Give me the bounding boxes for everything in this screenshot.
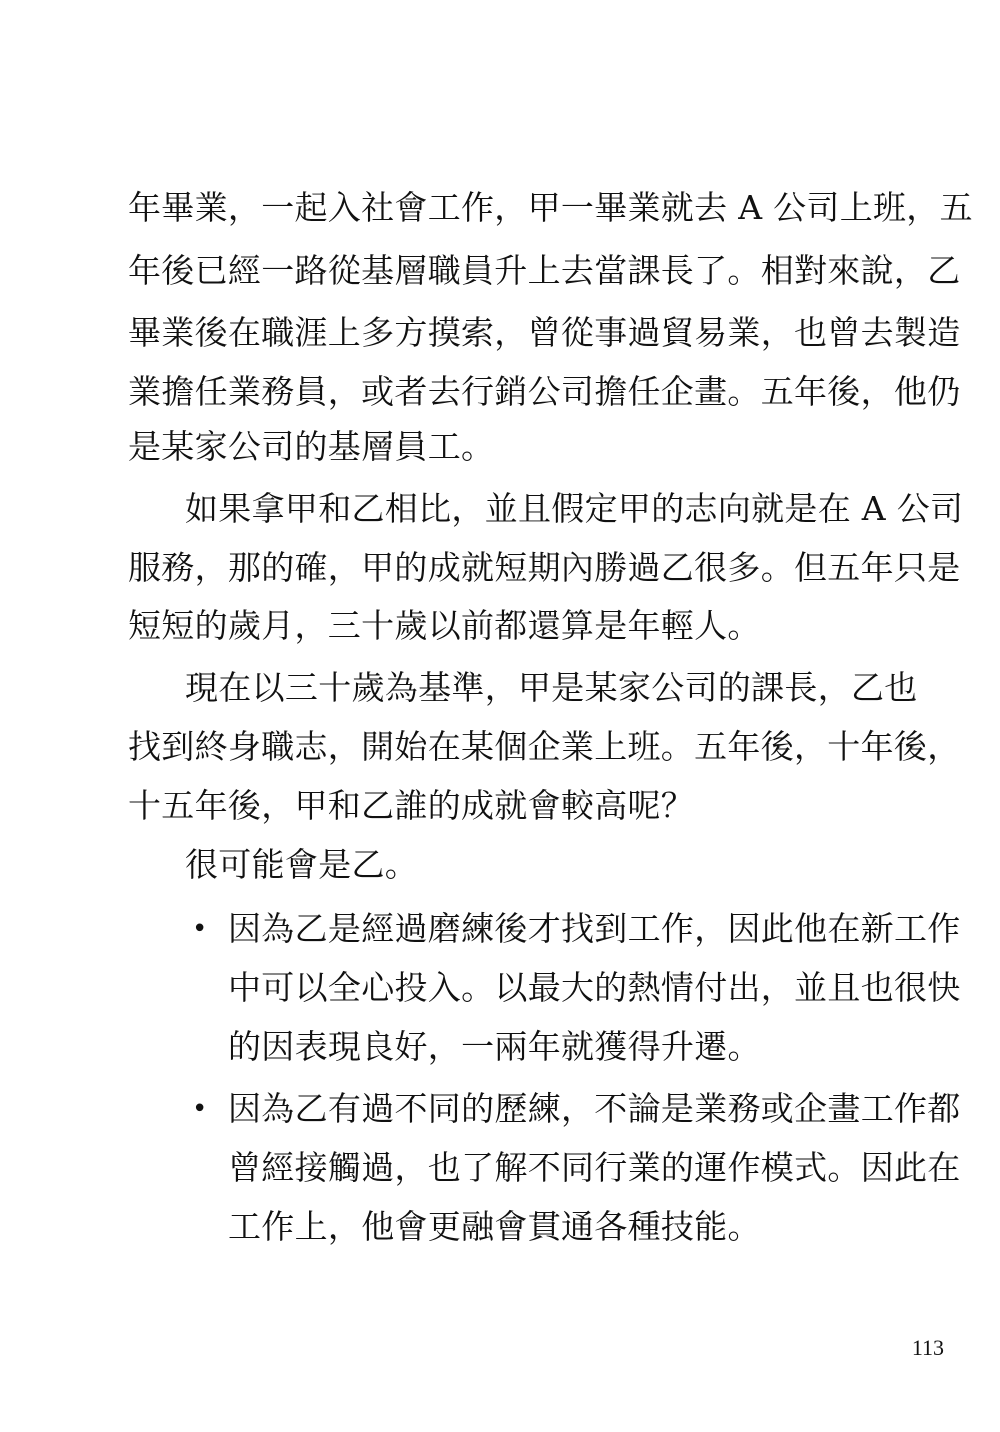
bullet-1-marker: • xyxy=(192,914,208,944)
bullet-2-line-2: 曾經接觸過，也了解不同行業的運作模式。因此在 xyxy=(228,1148,961,1187)
page-number: 113 xyxy=(911,1335,944,1360)
bullet-1-line-3: 的因表現良好，一兩年就獲得升遷。 xyxy=(228,1027,761,1066)
paragraph-3-line-2: 找到終身職志，開始在某個企業上班。五年後，十年後， xyxy=(128,727,961,766)
bullet-2-line-1: 因為乙有過不同的歷練，不論是業務或企畫工作都 xyxy=(228,1089,961,1128)
paragraph-2-line-3: 短短的歲月，三十歲以前都還算是年輕人。 xyxy=(128,606,761,645)
paragraph-3-line-1: 現在以三十歲為基準，甲是某家公司的課長，乙也 xyxy=(185,668,918,707)
paragraph-1-line-2: 年後已經一路從基層職員升上去當課長了。相對來說，乙 xyxy=(128,251,961,290)
bullet-1-line-1: 因為乙是經過磨練後才找到工作，因此他在新工作 xyxy=(228,909,961,948)
paragraph-3-line-3: 十五年後，甲和乙誰的成就會較高呢？ xyxy=(128,786,695,825)
paragraph-1-line-3: 畢業後在職涯上多方摸索，曾從事過貿易業，也曾去製造 xyxy=(128,313,961,352)
paragraph-2-line-1: 如果拿甲和乙相比，並且假定甲的志向就是在 A 公司 xyxy=(185,489,964,528)
paragraph-1-line-5: 是某家公司的基層員工。 xyxy=(128,427,495,466)
paragraph-2-line-2: 服務，那的確，甲的成就短期內勝過乙很多。但五年只是 xyxy=(128,548,961,587)
paragraph-1-line-1: 年畢業，一起入社會工作，甲一畢業就去 A 公司上班，五 xyxy=(128,188,973,227)
paragraph-4-line-1: 很可能會是乙。 xyxy=(185,845,419,884)
bullet-1-line-2: 中可以全心投入。以最大的熱情付出，並且也很快 xyxy=(228,968,961,1007)
bullet-2-marker: • xyxy=(192,1094,208,1124)
paragraph-1-line-4: 業擔任業務員，或者去行銷公司擔任企畫。五年後，他仍 xyxy=(128,372,961,411)
bullet-2-line-3: 工作上，他會更融會貫通各種技能。 xyxy=(228,1207,761,1246)
